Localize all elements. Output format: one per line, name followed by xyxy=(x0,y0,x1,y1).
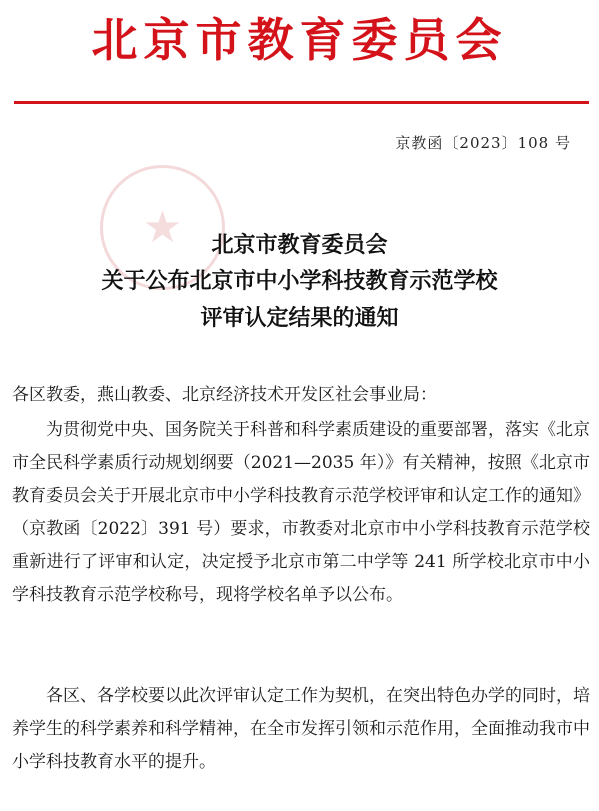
notice-title-line2: 关于公布北京市中小学科技教育示范学校 xyxy=(101,268,498,294)
body-paragraph-1: 为贯彻党中央、国务院关于科普和科学素质建设的重要部署，落实《北京市全民科学素质行动规划纲要（2021—2035 年）》有关精神，按照《北京市教育委员会关于开展北京市中小学科技教育示范学校评审和认定工作的通知》（京教函〔2022〕391 号）要求，市教委对北京市中小学科技教育示范学校重新进行了评审和认定，决定授予北京市第二中学等 241 所学校北京市中小学科技教育示范学校称号，现将学校名单予以公布。 xyxy=(12,420,590,605)
letterhead-title: 北京市教育委员会 xyxy=(91,13,508,67)
notice-title-line3: 评审认定结果的通知 xyxy=(200,305,399,331)
seal-star-icon: ★ xyxy=(142,202,183,253)
letterhead-divider xyxy=(14,101,589,104)
recipients-line: 各区教委，燕山教委、北京经济技术开发区社会事业局： xyxy=(12,385,437,405)
body-paragraph-2: 各区、各学校要以此次评审认定工作为契机，在突出特色办学的同时，培养学生的科学素养和科学精神，在全市发挥引领和示范作用，全面推动我市中小学科技教育水平的提升。 xyxy=(12,686,590,772)
notice-title-line1: 北京市教育委员会 xyxy=(211,232,388,258)
document-number: 京教函〔2023〕108 号 xyxy=(395,134,571,152)
